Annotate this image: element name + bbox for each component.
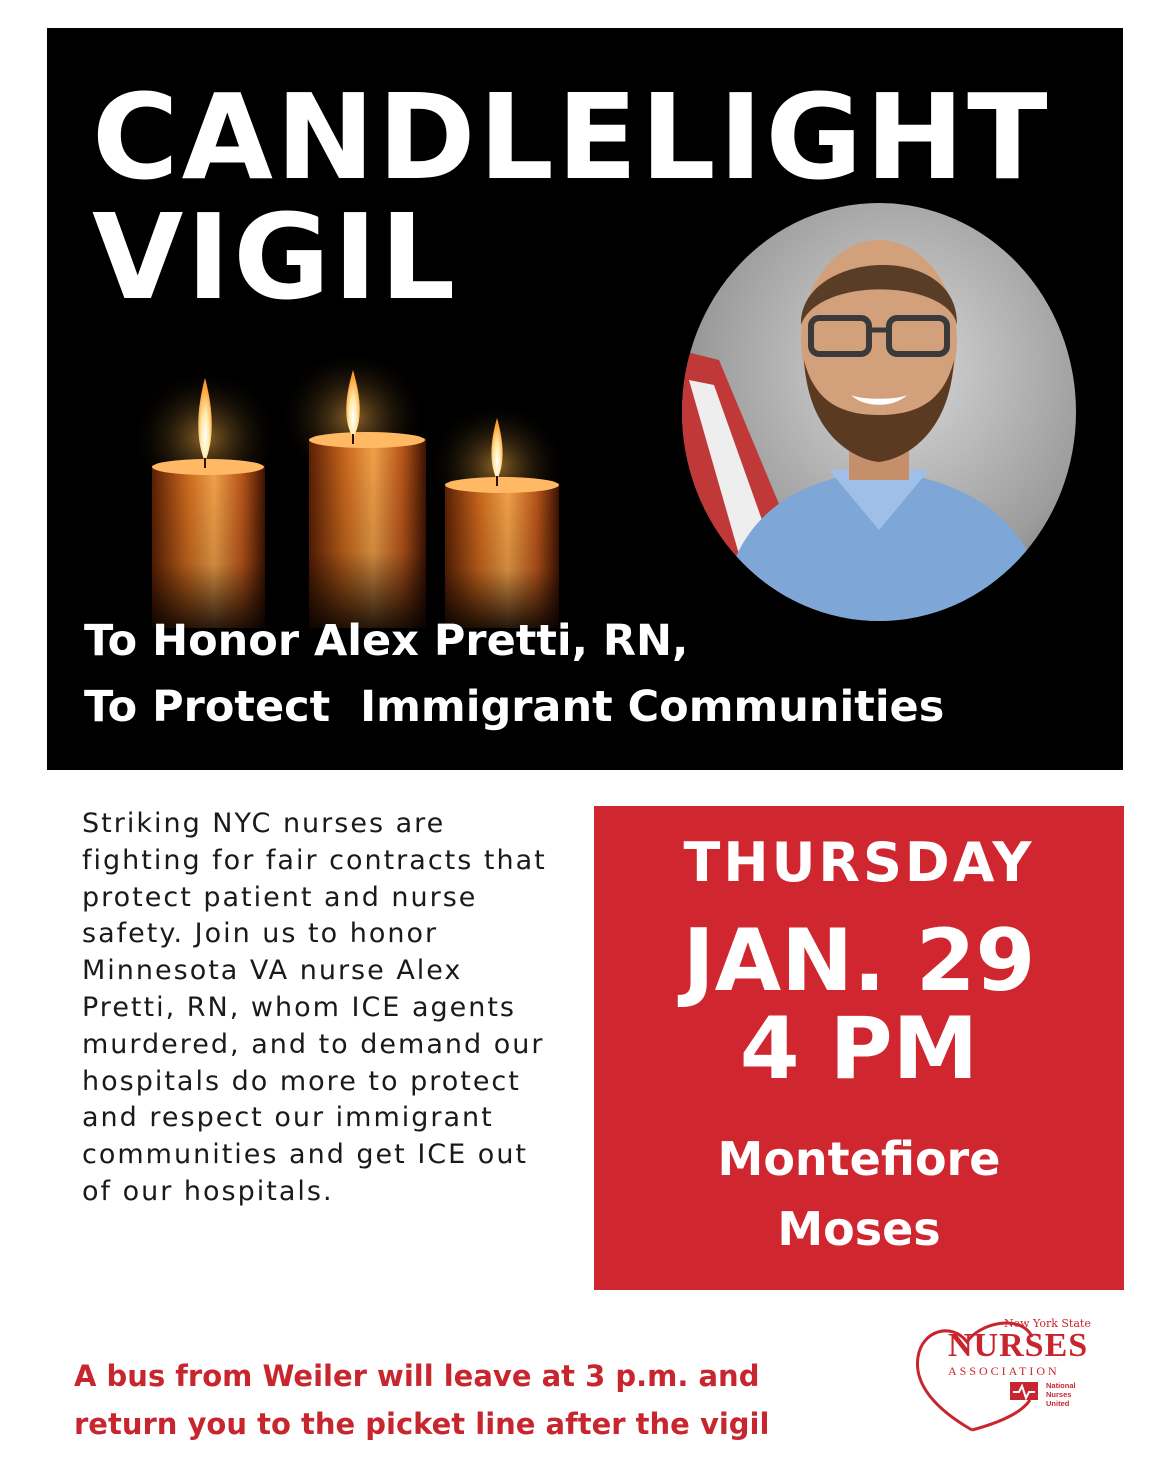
candle-right (427, 401, 567, 628)
body-paragraph: Striking NYC nurses are fighting for fair contracts that protect patient and nurse safety. Join us to honor Minnesota VA nurse Alex Pretti, RN, whom ICE agents murdered, and to demand our hospitals do more to protect and respect our immigrant communities and get ICE out of our hospitals. (82, 808, 547, 1207)
logo-affiliate-line-2: Nurses (1046, 1390, 1072, 1399)
logo-affiliate-line-1: National (1046, 1381, 1076, 1390)
event-location-line-1: Montefiore (717, 1132, 1001, 1186)
title-line-1: CANDLELIGHT (92, 68, 1051, 206)
portrait-image (679, 200, 1079, 624)
title-line-2: VIGIL (92, 188, 459, 326)
candle-left (130, 368, 280, 628)
nysna-logo (912, 1312, 1104, 1442)
logo-name-text: NURSES (948, 1327, 1089, 1364)
event-details-box (594, 806, 1124, 1290)
logo-affiliate-line-3: United (1046, 1399, 1070, 1408)
logo-state-text: New York State (1004, 1317, 1091, 1330)
logo-subtitle-text: ASSOCIATION (948, 1364, 1060, 1378)
event-date: JAN. 29 (682, 911, 1036, 1011)
event-day: THURSDAY (683, 831, 1035, 894)
event-location-line-2: Moses (777, 1202, 941, 1256)
honor-line-2: To Protect Immigrant Communities (84, 682, 945, 732)
candles-image (107, 358, 577, 628)
honor-line-1: To Honor Alex Pretti, RN, (84, 616, 689, 666)
event-time: 4 PM (739, 999, 979, 1099)
header-panel (47, 28, 1123, 770)
bus-note-line-1: A bus from Weiler will leave at 3 p.m. and (74, 1359, 760, 1393)
candle-middle (278, 358, 428, 628)
bus-note-line-2: return you to the picket line after the vigil (74, 1407, 770, 1441)
